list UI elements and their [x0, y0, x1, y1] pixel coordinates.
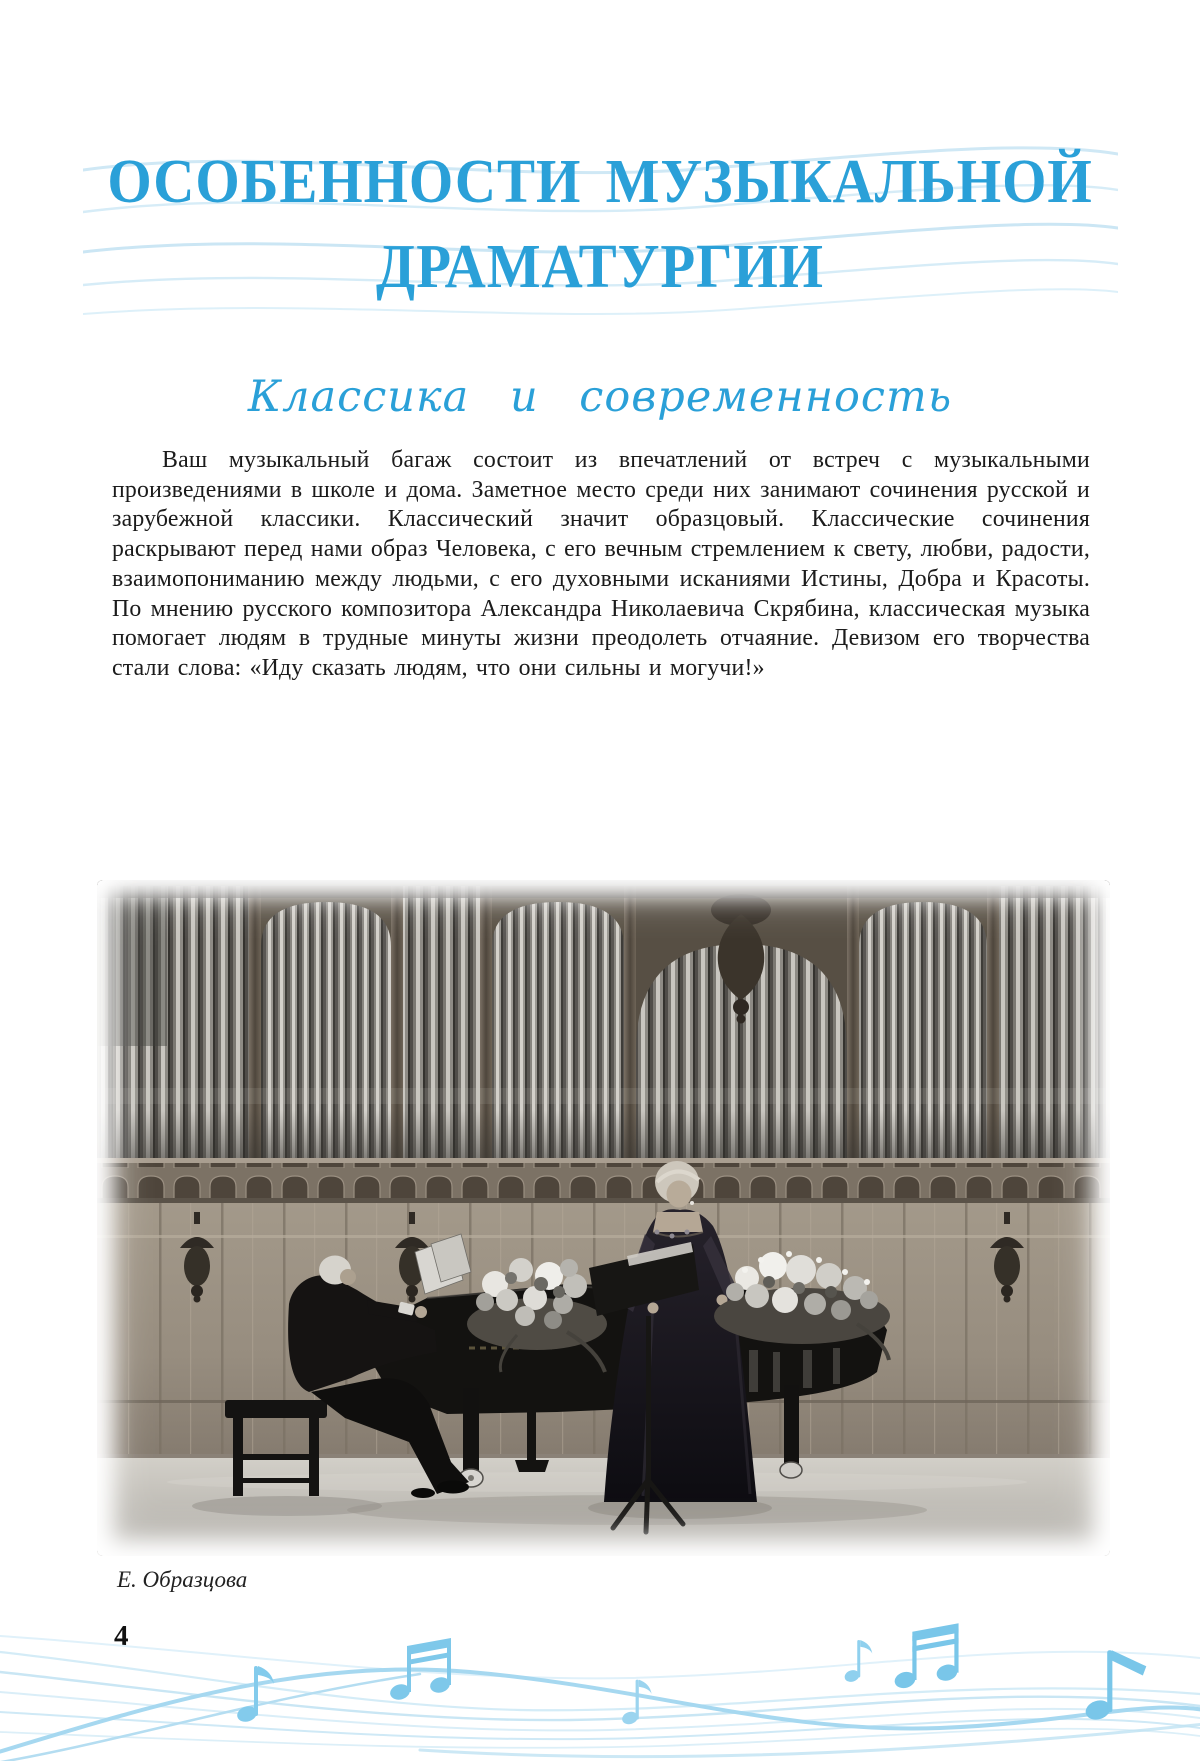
- page-number: 4: [114, 1620, 129, 1652]
- section-title: Классика и современность: [247, 372, 953, 422]
- organ-pipes: [97, 880, 1110, 1162]
- eighth-note-icon: [1083, 1650, 1146, 1722]
- staff-wave-lines-bottom-icon: [0, 1614, 1200, 1761]
- eighth-note-icon: [843, 1640, 872, 1684]
- eighth-note-icon: [621, 1680, 652, 1727]
- concert-photo: [97, 880, 1110, 1556]
- body-paragraph: Ваш музыкальный багаж состоит из впечатлений от встреч с музыкальными произведениями в школе и дома. Заметное место среди них занимают сочинения русской и зарубежной классики. Классический значит образцовый. Классические сочинения раскрывают перед нами образ Человека, с его вечным стремлением к свету, любви, радости, взаимопониманию между людьми, с его духовными исканиями Истины, Добра и Красоты. По мнению русского композитора Александра Николаевича Скрябина, классическая музыка помогает людям в трудные минуты жизни преодолеть отчаяние. Девизом его творчества стали слова: «Иду сказать людям, что они сильны и могучи!»: [112, 447, 1090, 681]
- photo-caption: Е. Образцова: [117, 1567, 248, 1592]
- beamed-sixteenth-notes-icon: [893, 1623, 960, 1690]
- chapter-title: [48, 140, 1152, 310]
- concert-photo-scene: [97, 880, 1110, 1556]
- beamed-sixteenth-notes-icon: [388, 1638, 451, 1702]
- chapter-title-line1: ОСОБЕННОСТИ МУЗЫКАЛЬНОЙ: [107, 148, 1093, 216]
- eighth-note-icon: [235, 1666, 274, 1724]
- chapter-title-line2: ДРАМАТУРГИИ: [376, 233, 824, 301]
